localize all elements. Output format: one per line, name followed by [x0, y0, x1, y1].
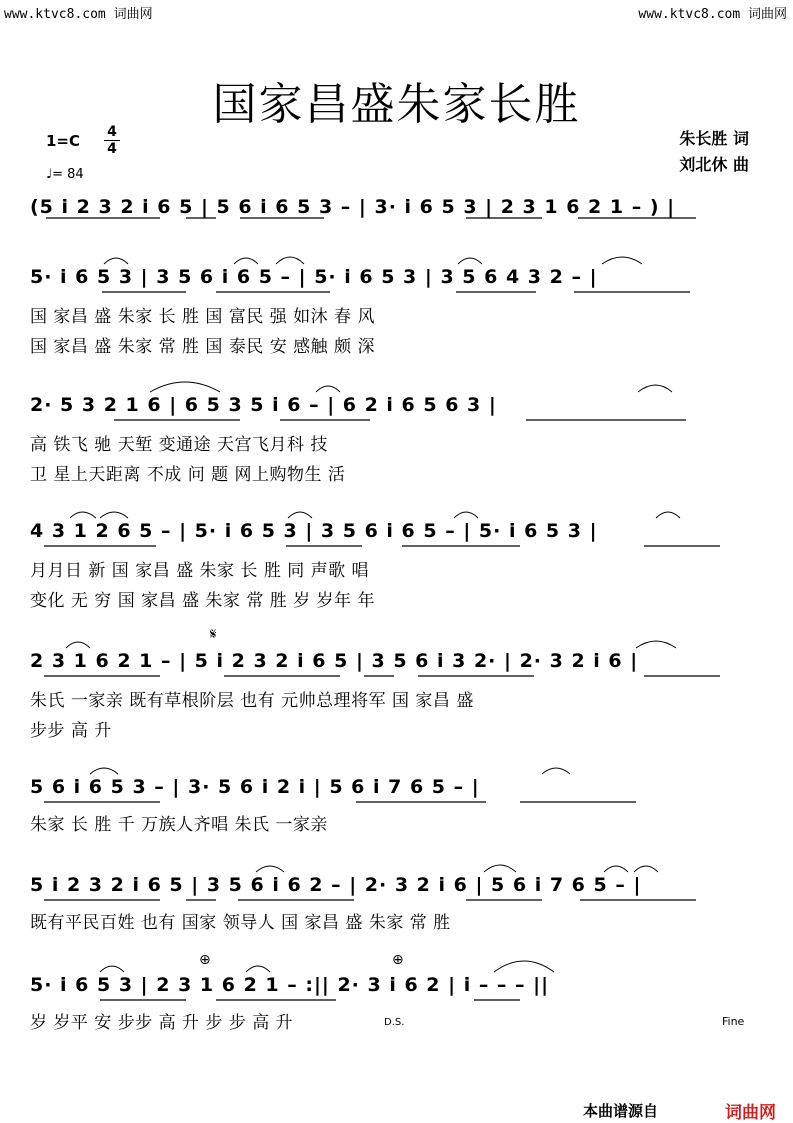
- source-label: 本曲谱源自: [583, 1102, 659, 1120]
- slur: [634, 866, 658, 872]
- fine-mark: Fine: [722, 1015, 745, 1028]
- slur: [542, 768, 570, 774]
- notation-line: 5· i 6 5 3 | 2 3 1 6 2 1 – :|| 2· 3 i 6 2 | i – – – ||: [30, 974, 550, 996]
- notation-line: 5 i 2 3 2 i 6 5 | 3 5 6 i 6 2 – | 2· 3 2 i 6 | 5 6 i 7 6 5 – |: [30, 874, 642, 896]
- lyric-verse-2: 变化 无 穷 国 家昌 盛 朱家 常 胜 岁 岁年 年: [30, 591, 375, 611]
- slur: [150, 382, 220, 392]
- slur: [234, 258, 258, 264]
- tempo-marking: ♩= 84: [46, 167, 84, 182]
- slur: [256, 866, 284, 872]
- lyric-verse-2: 卫 星上天距离 不成 问 题 网上购物生 活: [30, 465, 346, 485]
- notation-line: 5 6 i 6 5 3 – | 3· 5 6 i 2 i | 5 6 i 7 6 5 – |: [30, 776, 480, 798]
- lyric-verse-2: 国 家昌 盛 朱家 常 胜 国 泰民 安 感触 颇 深: [30, 337, 375, 357]
- lyric-verse-1: 既有平民百姓 也有 国家 领导人 国 家昌 盛 朱家 常 胜: [30, 913, 451, 933]
- slur: [316, 386, 340, 392]
- key-signature: 1=C: [46, 132, 81, 150]
- slur: [484, 865, 516, 872]
- slur: [104, 258, 128, 264]
- time-signature-top: 4: [107, 124, 117, 140]
- slur: [288, 512, 312, 518]
- coda-sign-2: ⊕: [392, 952, 404, 968]
- slur: [100, 966, 124, 972]
- song-title: 国家昌盛朱家长胜: [212, 79, 581, 130]
- lyric-verse-1: 国 家昌 盛 朱家 长 胜 国 富民 强 如沐 春 风: [30, 307, 375, 327]
- slur: [276, 257, 304, 264]
- site-watermark-left: www.ktvc8.com 词曲网: [4, 7, 153, 22]
- slur: [602, 257, 642, 264]
- segno-sign: 𝄋: [210, 625, 217, 643]
- lyric-verse-1: 朱家 长 胜 千 万族人齐唱 朱氏 一家亲: [30, 815, 328, 835]
- notation-line: 2· 5 3 2 1 6 | 6 5 3 5 i 6 – | 6 2 i 6 5 6 3 |: [30, 394, 497, 416]
- notation-line: 4 3 1 2 6 5 – | 5· i 6 5 3 | 3 5 6 i 6 5 – | 5· i 6 5 3 |: [30, 520, 598, 542]
- lyric-verse-1: 月月日 新 国 家昌 盛 朱家 长 胜 同 声歌 唱: [30, 561, 370, 581]
- slur: [70, 512, 96, 518]
- lyricist-credit: 朱长胜 词: [679, 129, 749, 148]
- lyric-verse-1: 岁 岁平 安 步步 高 升 步 步 高 升: [30, 1013, 294, 1033]
- site-watermark-right: www.ktvc8.com 词曲网: [638, 7, 787, 22]
- slur: [494, 961, 554, 972]
- slur: [100, 512, 128, 518]
- time-signature-bottom: 4: [107, 141, 117, 157]
- slur: [66, 642, 90, 648]
- brand-logo-text[interactable]: 词曲网: [725, 1103, 776, 1123]
- coda-sign: ⊕: [199, 952, 211, 968]
- slur: [458, 258, 482, 264]
- slur: [246, 966, 270, 972]
- lyric-verse-2: 步步 高 升: [30, 721, 112, 741]
- notation-line: 2 3 1 6 2 1 – | 5 i 2 3 2 i 6 5 | 3 5 6 i 3 2· | 2· 3 2 i 6 |: [30, 650, 639, 672]
- lyric-verse-1: 朱氏 一家亲 既有草根阶层 也有 元帅总理将军 国 家昌 盛: [30, 691, 474, 711]
- notation-line: 5· i 6 5 3 | 3 5 6 i 6 5 – | 5· i 6 5 3 | 3 5 6 4 3 2 – |: [30, 266, 598, 288]
- notation-line: (5 i 2 3 2 i 6 5 | 5 6 i 6 5 3 – | 3· i 6 5 3 | 2 3 1 6 2 1 – ) |: [30, 196, 676, 218]
- slur: [604, 866, 628, 872]
- slur: [90, 768, 118, 774]
- slur: [638, 385, 672, 392]
- slur: [454, 512, 478, 518]
- composer-credit: 刘北休 曲: [679, 155, 749, 174]
- dal-segno-mark: D.S.: [384, 1017, 405, 1028]
- lyric-verse-1: 高 铁飞 驰 天堑 变通途 天宫飞月科 技: [30, 435, 328, 455]
- slur: [656, 512, 680, 518]
- slur: [636, 641, 676, 648]
